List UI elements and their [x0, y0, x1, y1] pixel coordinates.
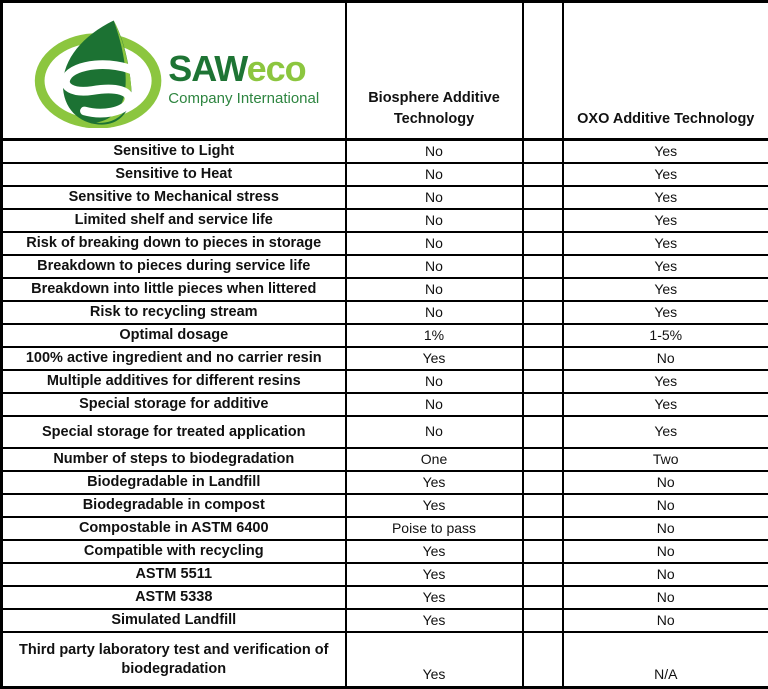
- oxo-value: Yes: [563, 255, 768, 278]
- oxo-value: No: [563, 586, 768, 609]
- biosphere-value: Yes: [346, 471, 523, 494]
- table-row: [2, 586, 768, 609]
- table-row: [2, 393, 768, 416]
- biosphere-value: No: [346, 186, 523, 209]
- table-row: [2, 448, 768, 471]
- row-label: Compostable in ASTM 6400: [2, 517, 346, 540]
- table-row: [2, 494, 768, 517]
- oxo-value: Yes: [563, 278, 768, 301]
- row-label: ASTM 5511: [2, 563, 346, 586]
- table-row: [2, 278, 768, 301]
- spacer-cell: [523, 347, 563, 370]
- biosphere-value: No: [346, 140, 523, 164]
- row-label: Biodegradable in compost: [2, 494, 346, 517]
- row-label: 100% active ingredient and no carrier resin: [2, 347, 346, 370]
- spacer-cell: [523, 586, 563, 609]
- spacer-cell: [523, 163, 563, 186]
- row-label: Limited shelf and service life: [2, 209, 346, 232]
- table-row: [2, 540, 768, 563]
- oxo-value: N/A: [563, 632, 768, 688]
- brand-text: [168, 51, 319, 109]
- row-label: ASTM 5338: [2, 586, 346, 609]
- oxo-value: No: [563, 471, 768, 494]
- row-label: Third party laboratory test and verification of biodegradation: [2, 632, 346, 688]
- biosphere-value: No: [346, 255, 523, 278]
- oxo-value: Yes: [563, 393, 768, 416]
- table-row: [2, 347, 768, 370]
- row-label: Special storage for additive: [2, 393, 346, 416]
- biosphere-value: No: [346, 416, 523, 448]
- oxo-value: No: [563, 563, 768, 586]
- column-title-biosphere: Biosphere Additive Technology: [346, 2, 523, 140]
- oxo-value: Yes: [563, 301, 768, 324]
- saweco-logo: [3, 2, 345, 140]
- biosphere-value: No: [346, 209, 523, 232]
- spacer-cell: [523, 416, 563, 448]
- spacer-cell: [523, 563, 563, 586]
- row-label: Compatible with recycling: [2, 540, 346, 563]
- table-row: [2, 232, 768, 255]
- spacer-cell: [523, 632, 563, 688]
- row-label: Number of steps to biodegradation: [2, 448, 346, 471]
- row-label: Sensitive to Light: [2, 140, 346, 164]
- table-row: [2, 255, 768, 278]
- spacer-cell: [523, 370, 563, 393]
- table-row: [2, 209, 768, 232]
- oxo-value: No: [563, 494, 768, 517]
- table-row: [2, 324, 768, 347]
- oxo-value: No: [563, 347, 768, 370]
- row-label: Breakdown to pieces during service life: [2, 255, 346, 278]
- oxo-value: Yes: [563, 370, 768, 393]
- table-row: [2, 370, 768, 393]
- spacer-cell: [523, 255, 563, 278]
- biosphere-value: No: [346, 393, 523, 416]
- table-row: [2, 517, 768, 540]
- row-label: Optimal dosage: [2, 324, 346, 347]
- spacer-cell: [523, 232, 563, 255]
- biosphere-value: Yes: [346, 586, 523, 609]
- oxo-value: Two: [563, 448, 768, 471]
- brand-name: [168, 51, 319, 87]
- column-title-oxo: OXO Additive Technology: [563, 2, 768, 140]
- table-row: [2, 632, 768, 688]
- oxo-value: Yes: [563, 232, 768, 255]
- row-label: Simulated Landfill: [2, 609, 346, 632]
- spacer-cell: [523, 448, 563, 471]
- table-row: [2, 140, 768, 164]
- oxo-value: 1-5%: [563, 324, 768, 347]
- biosphere-value: Poise to pass: [346, 517, 523, 540]
- spacer-cell: [523, 301, 563, 324]
- spacer-cell: [523, 540, 563, 563]
- row-label: Multiple additives for different resins: [2, 370, 346, 393]
- spacer-cell: [523, 140, 563, 164]
- header-row: [2, 2, 768, 140]
- leaf-drop-s-logo-icon: [28, 18, 174, 128]
- row-label: Sensitive to Mechanical stress: [2, 186, 346, 209]
- row-label: Biodegradable in Landfill: [2, 471, 346, 494]
- table-row: [2, 301, 768, 324]
- biosphere-value: 1%: [346, 324, 523, 347]
- brand-tagline: Company International: [168, 90, 319, 109]
- oxo-value: Yes: [563, 163, 768, 186]
- spacer-cell: [523, 494, 563, 517]
- table-row: [2, 186, 768, 209]
- row-label: Special storage for treated application: [2, 416, 346, 448]
- spacer-cell: [523, 609, 563, 632]
- comparison-table-body: [2, 2, 768, 688]
- brand-name-primary: SAW: [168, 48, 246, 89]
- brand-name-secondary: eco: [247, 48, 306, 89]
- oxo-value: No: [563, 517, 768, 540]
- oxo-value: Yes: [563, 416, 768, 448]
- biosphere-value: Yes: [346, 632, 523, 688]
- table-row: [2, 609, 768, 632]
- biosphere-value: Yes: [346, 347, 523, 370]
- table-row: [2, 471, 768, 494]
- oxo-value: Yes: [563, 209, 768, 232]
- spacer-cell: [523, 186, 563, 209]
- biosphere-value: Yes: [346, 494, 523, 517]
- spacer-cell: [523, 324, 563, 347]
- biosphere-value: No: [346, 370, 523, 393]
- table-row: [2, 416, 768, 448]
- biosphere-value: No: [346, 163, 523, 186]
- spacer-cell: [523, 517, 563, 540]
- row-label: Sensitive to Heat: [2, 163, 346, 186]
- oxo-value: No: [563, 609, 768, 632]
- spacer-column-header: [523, 2, 563, 140]
- row-label: Risk of breaking down to pieces in storage: [2, 232, 346, 255]
- biosphere-value: No: [346, 301, 523, 324]
- table-row: [2, 563, 768, 586]
- oxo-value: Yes: [563, 186, 768, 209]
- row-label: Risk to recycling stream: [2, 301, 346, 324]
- spacer-cell: [523, 393, 563, 416]
- biosphere-value: Yes: [346, 540, 523, 563]
- biosphere-value: Yes: [346, 563, 523, 586]
- biosphere-value: No: [346, 232, 523, 255]
- oxo-value: No: [563, 540, 768, 563]
- spacer-cell: [523, 209, 563, 232]
- logo-cell: [2, 2, 346, 140]
- biosphere-value: One: [346, 448, 523, 471]
- table-row: [2, 163, 768, 186]
- biosphere-value: Yes: [346, 609, 523, 632]
- spacer-cell: [523, 471, 563, 494]
- row-label: Breakdown into little pieces when littered: [2, 278, 346, 301]
- oxo-value: Yes: [563, 140, 768, 164]
- biosphere-value: No: [346, 278, 523, 301]
- spacer-cell: [523, 278, 563, 301]
